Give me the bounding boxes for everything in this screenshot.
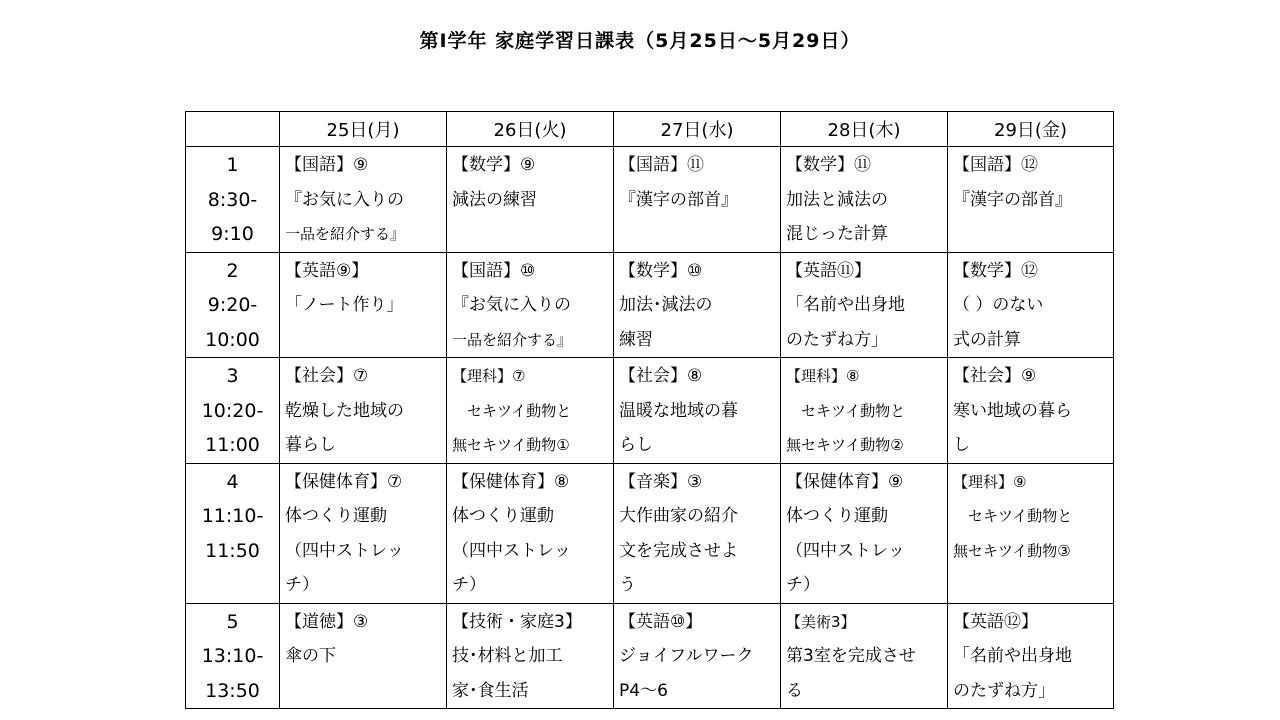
lesson-text: （四中ストレッ <box>452 540 571 561</box>
lesson-cell <box>614 603 781 709</box>
lesson-text: 体つくり運動 <box>285 506 387 526</box>
lesson-text: 第3室を完成させ <box>786 646 916 666</box>
subject-label: 【英語⑪】 <box>786 260 871 281</box>
lesson-text: らし <box>619 435 653 455</box>
lesson-cell <box>614 252 781 358</box>
lesson-text: 『漢字の部首』 <box>619 189 738 210</box>
lesson-cell <box>447 147 614 253</box>
subject-label: 【保健体育】⑨ <box>786 471 904 492</box>
lesson-text: 減法の練習 <box>452 189 537 210</box>
period-line: 2 <box>226 259 239 282</box>
period-row <box>186 147 1114 253</box>
timetable <box>185 111 1114 709</box>
subject-label: 【美術3】 <box>786 612 856 631</box>
lesson-text: セキツイ動物と <box>953 507 1073 525</box>
lesson-text: チ） <box>786 575 820 595</box>
lesson-text: 寒い地域の暮ら <box>953 400 1072 421</box>
lesson-text: （四中ストレッ <box>786 540 905 561</box>
subject-label: 【社会】⑧ <box>619 366 703 386</box>
lesson-text: 無セキツイ動物① <box>452 436 570 454</box>
lesson-cell <box>948 463 1114 603</box>
period-line: 3 <box>226 365 239 387</box>
period-line: 13:10- <box>201 645 264 667</box>
lesson-text: ジョイフルワーク <box>619 646 754 666</box>
period-line: 9:10 <box>211 223 254 245</box>
day-header: 29日(金) <box>948 112 1114 147</box>
period-cell <box>186 603 280 709</box>
lesson-text: 無セキツイ動物② <box>786 436 904 454</box>
period-line: 5 <box>226 610 239 633</box>
lesson-text: P4～6 <box>619 680 668 701</box>
period-row <box>186 358 1114 464</box>
period-cell <box>186 252 280 358</box>
subject-label: 【技術・家庭3】 <box>452 611 582 632</box>
lesson-cell <box>280 463 447 603</box>
lesson-cell <box>948 603 1114 709</box>
lesson-cell <box>614 358 781 464</box>
lesson-text: 練習 <box>619 329 653 350</box>
lesson-cell <box>280 147 447 253</box>
subject-label: 【数学】⑩ <box>619 260 703 281</box>
lesson-text: う <box>619 575 636 595</box>
lesson-text: 式の計算 <box>953 329 1021 350</box>
lesson-cell <box>280 252 447 358</box>
lesson-text: （ ）のない <box>953 295 1044 315</box>
period-line: 10:20- <box>201 399 264 422</box>
subject-label: 【数学】⑪ <box>786 155 871 175</box>
lesson-text: 乾燥した地域の <box>285 400 404 421</box>
header-row <box>186 112 1114 147</box>
lesson-text: 大作曲家の紹介 <box>619 506 738 526</box>
lesson-text: 『お気に入りの <box>452 295 571 315</box>
subject-label: 【音楽】③ <box>619 471 703 492</box>
page-title: 第Ⅰ学年 家庭学習日課表（5月25日～5月29日） <box>419 30 861 52</box>
lesson-text: （四中ストレッ <box>285 540 404 561</box>
period-line: 9:20- <box>207 294 258 316</box>
lesson-text: 『漢字の部首』 <box>953 189 1072 210</box>
subject-label: 【数学】⑨ <box>452 155 536 175</box>
subject-label: 【英語⑩】 <box>619 611 703 632</box>
period-row <box>186 252 1114 358</box>
lesson-text: チ） <box>285 575 319 595</box>
subject-label: 【数学】⑫ <box>953 260 1038 281</box>
lesson-cell <box>948 147 1114 253</box>
lesson-cell <box>447 358 614 464</box>
subject-label: 【英語⑫】 <box>953 611 1038 632</box>
lesson-text: のたずね方」 <box>786 329 888 350</box>
subject-label: 【社会】⑦ <box>285 366 369 386</box>
lesson-text: 一品を紹介する』 <box>285 225 406 243</box>
subject-label: 【社会】⑨ <box>953 366 1037 386</box>
lesson-cell <box>781 603 948 709</box>
lesson-text: 「名前や出身地 <box>786 295 905 315</box>
lesson-cell <box>280 358 447 464</box>
period-cell <box>186 147 280 253</box>
lesson-cell <box>614 463 781 603</box>
period-line: 1 <box>226 154 239 176</box>
lesson-text: る <box>786 680 803 701</box>
lesson-text: 混じった計算 <box>786 224 888 244</box>
corner-cell <box>186 112 280 147</box>
day-header: 25日(月) <box>280 112 447 147</box>
lesson-cell <box>447 463 614 603</box>
subject-label: 【理科】⑧ <box>786 367 860 385</box>
lesson-text: 加法･減法の <box>619 295 713 315</box>
period-cell <box>186 358 280 464</box>
lesson-text: のたずね方」 <box>953 680 1055 701</box>
subject-label: 【国語】⑫ <box>953 155 1038 175</box>
lesson-cell <box>948 358 1114 464</box>
period-line: 8:30- <box>207 188 258 211</box>
subject-label: 【保健体育】⑧ <box>452 471 570 492</box>
subject-label: 【道徳】③ <box>285 611 369 632</box>
lesson-text: 『お気に入りの <box>285 189 404 210</box>
lesson-cell <box>447 603 614 709</box>
lesson-text: 「ノート作り」 <box>285 295 404 315</box>
day-header: 27日(水) <box>614 112 781 147</box>
lesson-text: 傘の下 <box>285 646 336 666</box>
lesson-cell <box>447 252 614 358</box>
period-cell <box>186 463 280 603</box>
lesson-cell <box>781 463 948 603</box>
lesson-text: 技･材料と加工 <box>452 646 563 666</box>
lesson-cell <box>948 252 1114 358</box>
lesson-text: 温暖な地域の暮 <box>619 400 738 421</box>
lesson-cell <box>781 358 948 464</box>
lesson-text: 暮らし <box>285 435 336 455</box>
lesson-text: 加法と減法の <box>786 189 888 210</box>
lesson-text: 体つくり運動 <box>452 506 554 526</box>
lesson-text: セキツイ動物と <box>452 401 572 420</box>
period-row <box>186 463 1114 603</box>
period-line: 11:00 <box>205 434 260 456</box>
lesson-cell <box>280 603 447 709</box>
lesson-text: 「名前や出身地 <box>953 646 1072 666</box>
day-header: 26日(火) <box>447 112 614 147</box>
subject-label: 【英語⑨】 <box>285 260 369 281</box>
period-line: 4 <box>226 470 239 493</box>
day-header: 28日(木) <box>781 112 948 147</box>
lesson-text: チ） <box>452 575 486 595</box>
subject-label: 【国語】⑨ <box>285 155 369 175</box>
subject-label: 【保健体育】⑦ <box>285 471 403 492</box>
lesson-text: 家･食生活 <box>452 680 529 701</box>
lesson-cell <box>781 147 948 253</box>
subject-label: 【国語】⑩ <box>452 260 536 281</box>
lesson-text: し <box>953 435 970 455</box>
lesson-cell <box>614 147 781 253</box>
period-line: 11:10- <box>201 505 264 527</box>
lesson-text: 無セキツイ動物③ <box>953 541 1071 560</box>
lesson-text: セキツイ動物と <box>786 401 906 420</box>
lesson-text: 体つくり運動 <box>786 506 888 526</box>
period-line: 11:50 <box>205 539 260 562</box>
subject-label: 【国語】⑪ <box>619 155 704 175</box>
subject-label: 【理科】⑦ <box>452 367 526 385</box>
period-line: 10:00 <box>205 328 260 351</box>
lesson-cell <box>781 252 948 358</box>
lesson-text: 文を完成させよ <box>619 540 738 561</box>
period-row <box>186 603 1114 709</box>
subject-label: 【理科】⑨ <box>953 472 1027 491</box>
period-line: 13:50 <box>205 679 260 702</box>
lesson-text: 一品を紹介する』 <box>452 330 573 349</box>
